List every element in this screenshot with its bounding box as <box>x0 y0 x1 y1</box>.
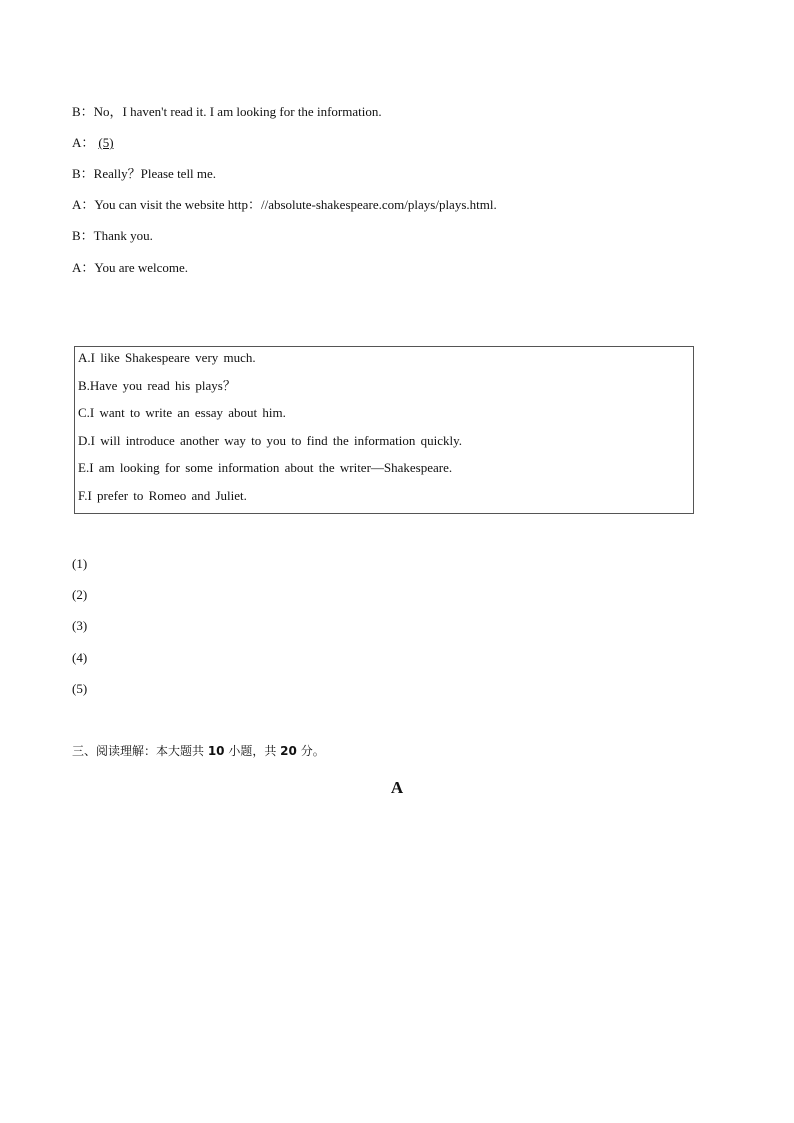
passage-label: A <box>390 778 404 797</box>
speaker-label: A： <box>72 197 95 212</box>
answer-blank[interactable]: (1) <box>72 556 88 571</box>
dialogue-text: You can visit the website http：//absolute-shakespeare.com/plays/plays.html. <box>94 197 497 212</box>
dialogue-text: No，I haven't read it. I am looking for the information. <box>93 104 382 119</box>
answer-blank[interactable]: (2) <box>72 587 88 602</box>
dialogue-text: You are welcome. <box>94 260 189 275</box>
answer-blank[interactable]: (4) <box>72 650 88 665</box>
speaker-label: B： <box>72 228 94 243</box>
total-score: 20 <box>280 744 297 758</box>
options-box <box>74 346 694 514</box>
section-prefix: 三、阅读理解：本大题共 <box>72 744 208 758</box>
answer-blank[interactable]: (5) <box>72 681 88 696</box>
speaker-label: A： <box>72 135 95 150</box>
question-count: 10 <box>207 744 225 758</box>
dialogue-text: Really？Please tell me. <box>93 166 217 181</box>
dialogue-line <box>72 228 153 244</box>
blank-number: (5) <box>98 135 114 150</box>
speaker-label: B： <box>72 104 94 119</box>
option-item: E.I am looking for some information about the writer—Shakespeare. <box>78 460 453 475</box>
section-heading <box>72 742 325 759</box>
option-item: D.I will introduce another way to you to find the information quickly. <box>78 433 462 448</box>
section-middle: 小题，共 <box>224 744 281 758</box>
speaker-label: B： <box>72 166 94 181</box>
dialogue-line <box>72 197 497 213</box>
dialogue-line <box>72 166 216 182</box>
dialogue-line <box>72 104 382 120</box>
dialogue-text: Thank you. <box>93 228 153 243</box>
dialogue-line <box>72 260 188 276</box>
speaker-label: A： <box>72 260 95 275</box>
option-item: B.Have you read his plays？ <box>78 378 236 393</box>
option-item: F.I prefer to Romeo and Juliet. <box>78 488 247 503</box>
section-suffix: 分。 <box>296 744 325 758</box>
answer-blank[interactable]: (3) <box>72 618 88 633</box>
option-item: A.I like Shakespeare very much. <box>78 350 256 365</box>
option-item: C.I want to write an essay about him. <box>78 405 286 420</box>
dialogue-line <box>72 135 114 151</box>
